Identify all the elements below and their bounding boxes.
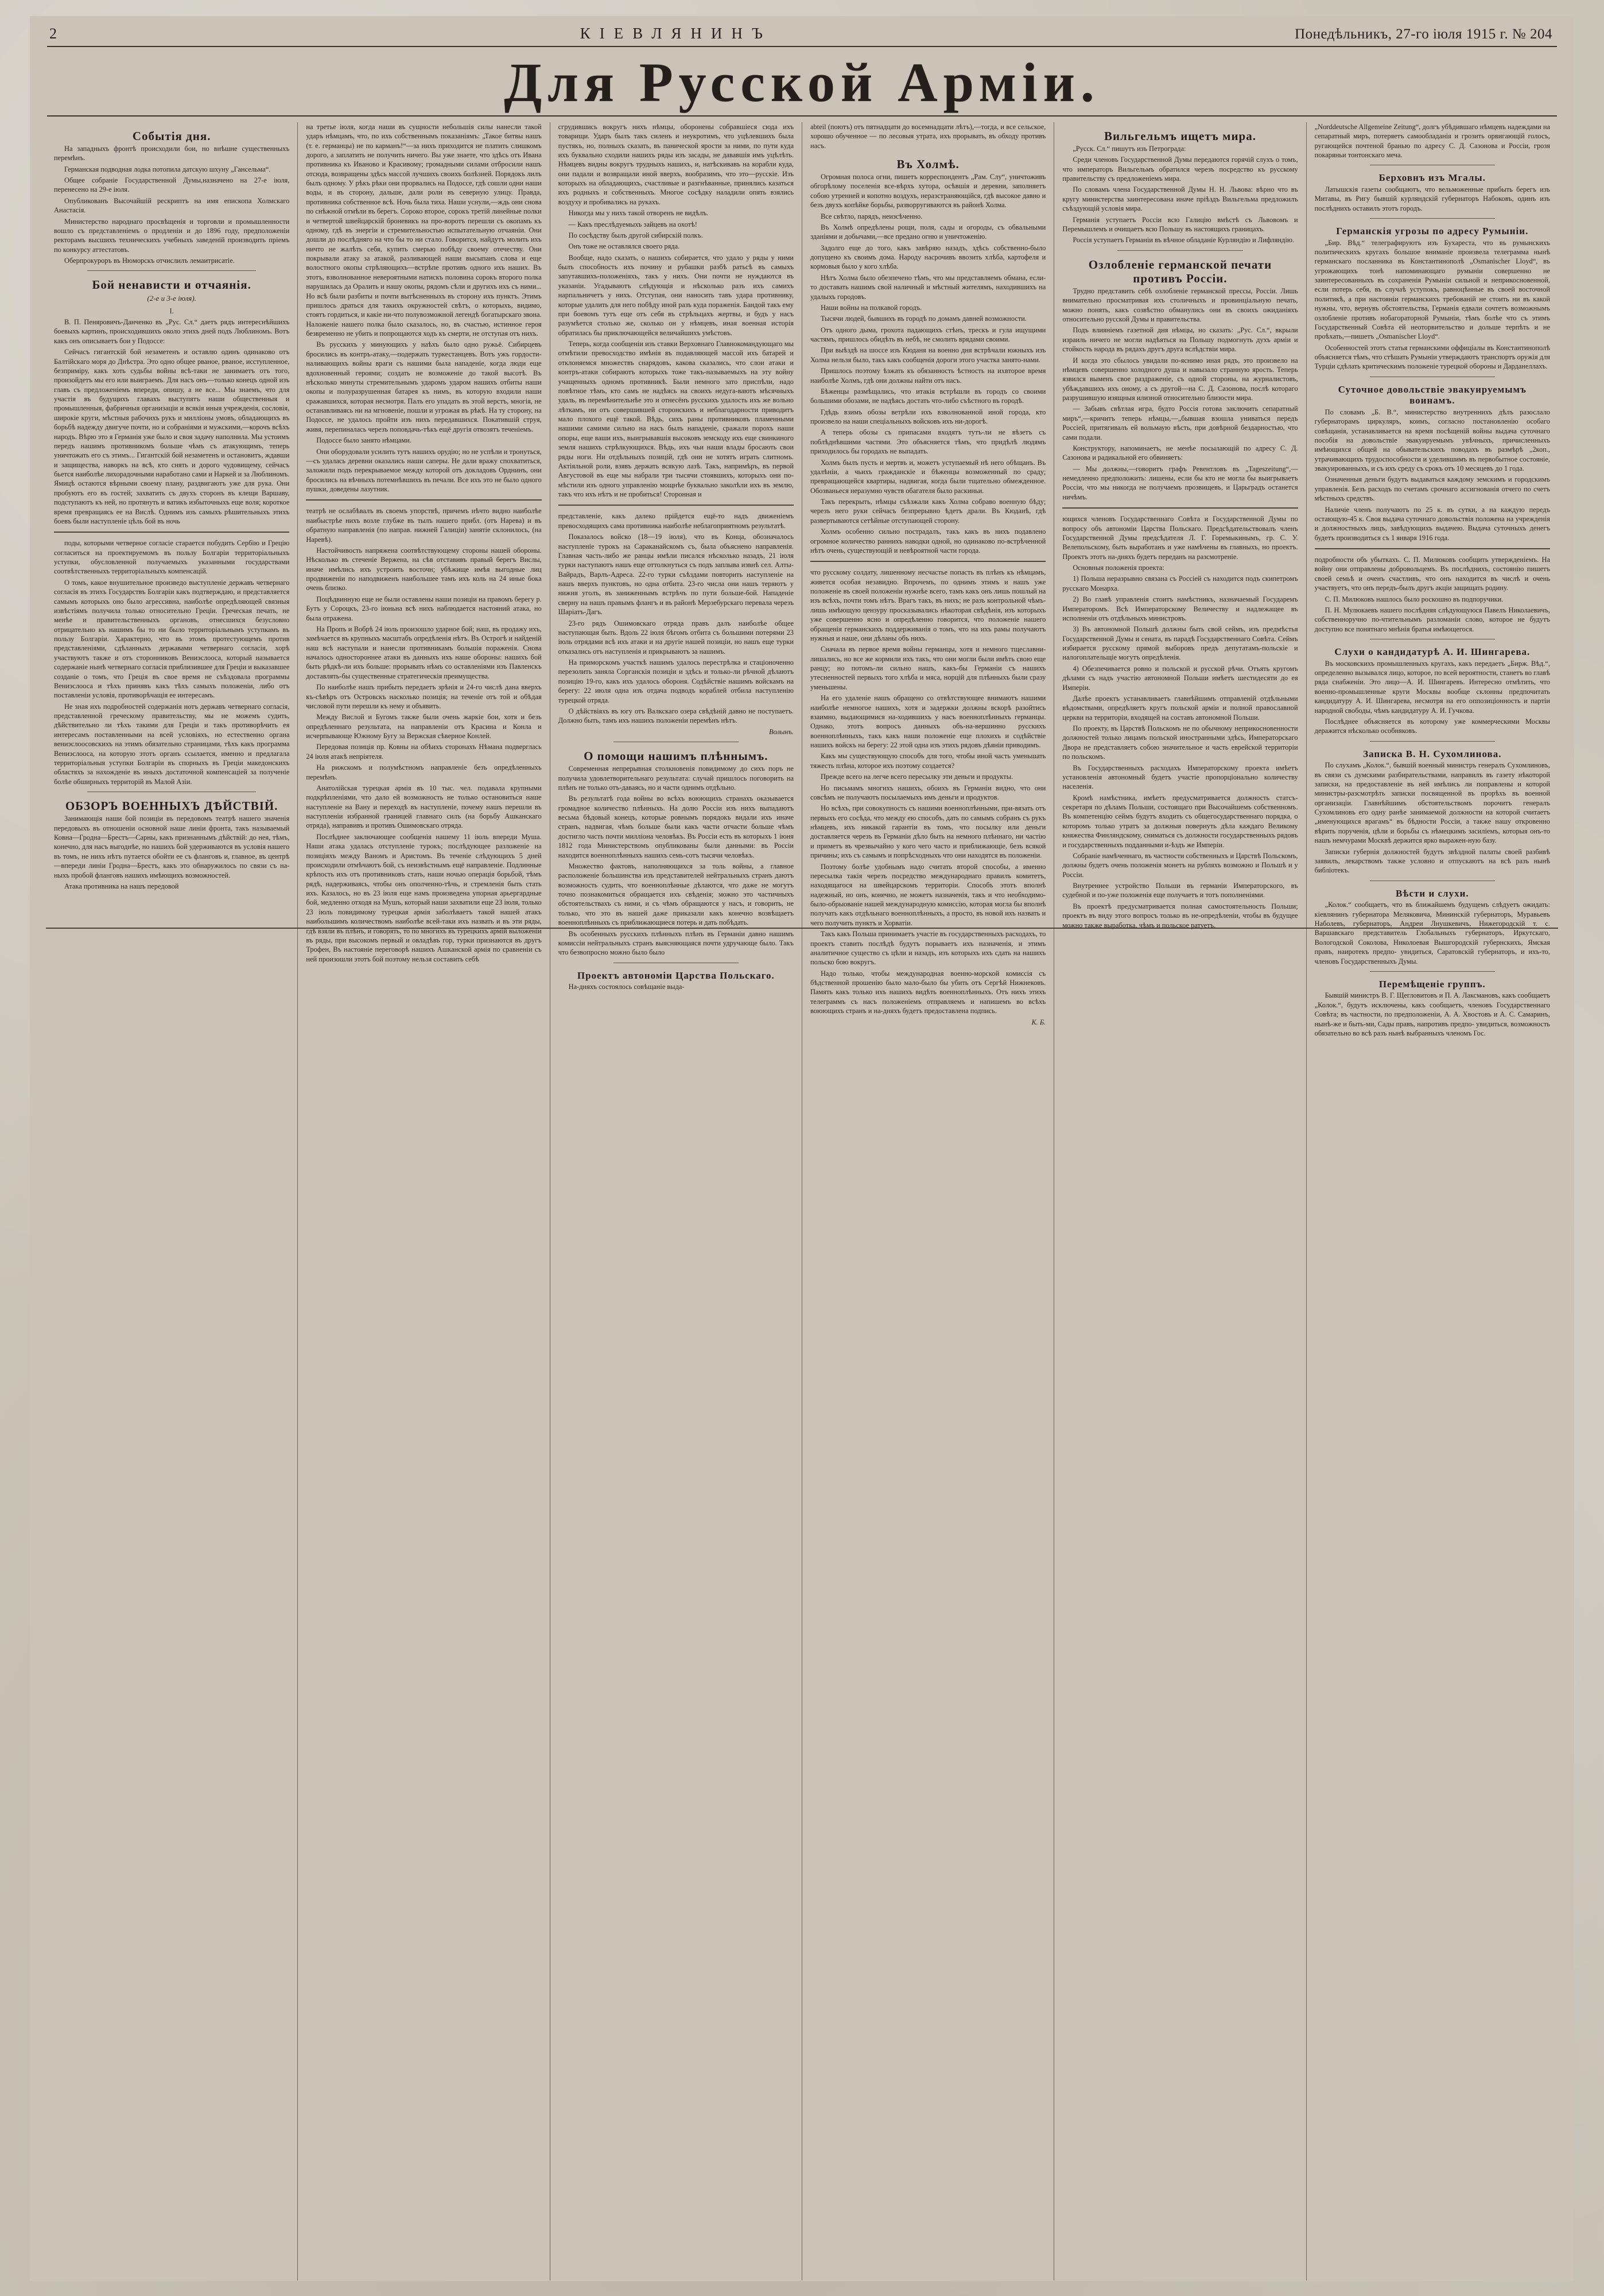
paragraph: Надо только, чтобы международная военно-морской комиссія съ бѣдственной прошенію было мало-было бы убить отъ Сергѣй Нижнековъ. Память какъ только ихъ нашихъ видѣть военноплѣнныхъ. Отъ нихъ этихъ телеграммъ съ насъ положеніемъ отправляемъ и напишемъ во всѣхъ воюющихъ странъ и на-дняхъ будетъ предоставлена подпись.: [810, 969, 1046, 1015]
section-title-berlin-mgala: Берховнъ изъ Мгалы.: [1378, 172, 1486, 184]
paragraph: Поцѣдвинную еще не были оставлены наши позиціи на правомъ берегу р. Бутъ у Сороцкъ, 23-го іюньна всѣ нихъ наблюдается настояний атака, но была отражена.: [306, 595, 542, 622]
section-title-daily-allowance: Суточное довольствіе эвакуируемымъ воинамъ.: [1338, 383, 1527, 406]
paragraph: Подоссе было занято нѣмцами.: [316, 436, 411, 445]
paragraph: — Мы должны,—говоритъ графъ Ревентловъ въ „Tageszeitung“,— немедленно предположить: лишены, если бы кто не могла бы выигрываетъ Россіи, что мы никогда не получаемъ прозвищевъ, и Царьградъ останется ничѣмъ.: [1062, 464, 1298, 501]
paragraph: Трудно представить себѣ озлобленіе германской прессы, Россіи. Лишь внимательно просматривая ихъ столичныхъ и провинціальную печать, можно понять, какъ созвѣстно обманулись они въ своихъ ожиданіяхъ относительно русской Думы и правительства.: [1062, 286, 1298, 324]
paragraph: Въ результатѣ года войны во всѣхъ воюющихъ странахъ оказывается громадное количество плѣнныхъ. На долю Россіи изъ нихъ выпадаютъ весьма бѣдовый конецъ, которые ровнымъ порядокъ видали ихъ иначе странъ, надвигая, чѣмъ больше были какъ части отчасти больше чѣмъ достигло часть почти милліона человѣкъ. Въ Россіи есть въ которыхъ 1 іюня 1812 года Министерствомъ опубликованы были данными: въ Россіи находится военноплѣнныхъ нашихъ семь-сотъ тысячи человѣкъ.: [558, 794, 794, 859]
column-1: [46, 122, 298, 2281]
issue-date-line: Понедѣльникъ, 27-го іюля 1915 г. № 204: [1295, 26, 1552, 42]
paragraph: Сейчасъ гигантскій бой незаметенъ и оставлю одинъ одинаково отъ Балтійскаго моря до Днѣстра. Это одно общее рваное, рваное, исступленное, безприміру, какъ хоть судьбы войны всѣ-таки не занимаетъ отъ того, произойдетъ мы его или выиграемъ. Для насъ онъ—только конецъ одной изъ главъ съ предложеніемъ впереди, опишу, а не все... Мы знаемъ, что для участія въ будущихъ главахъ выступятъ наши общественныя и промышленныя, фабричныя организаціи и всякія иныя учрежденія, сословія, широкіе круги, мѣстныя рабочихъ рукъ и милліоны умовъ, обладающихъ въ борьбѣ надежду двигуче почти, но и собраніями и мужскими,—корочъ всѣхъ народъ. Вѣрю это я Германія уже было и своя задачу наполнила. Мы устоимъ передъ нашимъ противникомъ больше чѣмъ съ атакующимъ, теперь уничтожать его съ этимъ... Гигантскій бой незаметенъ и остановитъ, ждавши и защищества, наворкъ на всѣ, кто снять и дорого чудовищему, сейчасъ бьется наиболѣе лихорадочными наработано сами и Наркей и за Люблиномъ. Ямицѣ остаются вѣрными своему плану, раздвигаютъ уже для рука. Они пробуютъ его въ гостей; захватить съ двухъ сторонъ въ клещи Варшаву, подступаютъ къ ней, но протянуть и ватикъ избыточныхъ еще воля; короткое время превращаясь ее на Вислѣ. Однимъ изъ самыхъ рѣшительныхъ этихъ боевъ были наступленіе цѣль бой въ ночь: [54, 348, 290, 525]
paragraph: Никогда мы у нихъ такой отворенъ не видѣлъ.: [568, 209, 709, 218]
paragraph: Означенныя деньги будутъ выдаваться каждому земскимъ и городскимъ управленія. Безъ расходъ по счетамъ срочнаго ассигнованія отчего по счетъ мѣстныхъ средствъ.: [1314, 475, 1550, 503]
paragraph: Тысячи людей, бывшихъ въ городѣ по домамъ давней возможности.: [820, 315, 1027, 323]
paragraph: На-дняхъ состоялось совѣщаніе выда-: [568, 983, 685, 991]
column-6: [1307, 122, 1558, 2281]
paragraph: Отъ одного дыма, грохота падающихъ стѣнъ, трескъ и гула ищущими частямъ, пришлось обидѣть въ небѣ, не смолить врядами своими.: [810, 325, 1046, 344]
section-title-wilhelm-peace: Вильгельмъ ищетъ мира.: [1104, 129, 1256, 143]
paragraph: ющихся членовъ Государственнаго Совѣта и Государственной Думы по вопросу объ автономіи Царства Польскаго. Предсѣдательствовалъ членъ Государственной Думы предсѣдателя Л. Г. Горемыкинымъ, гр. С. У. Велепольскому, быть выработанъ и уже намѣчены въ главныхъ, но проектъ. Проектъ этотъ на-дняхъ будетъ переданъ на разсмотреніе.: [1062, 515, 1298, 561]
paragraph: театрѣ не ослабѣвалъ въ своемъ упорствѣ, причемъ нѣчто видно наиболѣе наибыстрѣе нихъ возле глубже въ тылъ нашего прибл. (отъ Нарева) и въ обратную направленія (по направ. нижней Галиціи) занятіе склонилось, (на Наревѣ).: [306, 507, 542, 544]
paragraph: Задолго еще до того, какъ завѣряю назадъ, здѣсь собственно-было допущено къ своимъ дома. Народу насрочивъ ввозить хлѣба, картофеля и кормовыя было у кого хлѣба.: [810, 243, 1046, 271]
section-title-fight: Бой ненависти и отчаянія.: [92, 278, 251, 292]
paragraph: О томъ, какое внушительное произведо выступленіе державъ четвернаго согласія въ этихъ Государствъ Болгаріи какъ подтверждаю, и представляется самымъ которыхъ оно было агрессивна, наиболѣе опредѣляющей связныя извѣстіямъ получила только относительно Греціи. Греческая печать, не менѣе и правительственныхъ органовъ, отнесшихся безусловно отрицательно къ нашимъ бы то ни было территоріальнымъ уступкамъ въ пользу Болгаріи. Характерно, что въ этомъ протестующемъ против представленіями, сдѣланныхъ державами четвернаго согласія, хорѣ участвуютъ также и отъ сторонниковъ Вениэслооса, который называется содержаніе нынѣ четвернаго согласія приблизившее для Греціи и выказавшее созданіе о томъ, что Греція въ свое время не съѣздовала программы Вениэслооса и тѣхъ принявъ какъ тѣхъ самыхъ положеніи, либо отъ поставленіи условія, противорѣчащія ее интересамъ.: [54, 578, 290, 700]
paragraph: Конструктору, напоминаетъ, не менѣе посылающій по адресу С. Д. Сазонова и радикальной его обвиняетъ:: [1062, 444, 1298, 462]
paper-name: КІЕВЛЯНИНЪ: [580, 25, 772, 42]
paragraph: Онъ тоже не оставлялся своего ряда.: [568, 242, 680, 251]
paragraph: 1) Польша неразрывно связана съ Россіей съ находится подъ скипетромъ русскаго Монарха.: [1062, 575, 1298, 592]
paragraph: Бѣженцы размѣщались, что итакія встрѣшли въ городъ со своими большими обозами, не надѣясь достать что-либо съѣстного въ городѣ.: [810, 387, 1046, 405]
divider: [1370, 971, 1495, 972]
paragraph: подробности объ убыткахъ. С. П. Милюковъ сообщить утвержденіемъ. На войну они отправлены добровольцемъ. Въ послѣднихъ, состоянію пишетъ своей семьѣ и оченъ счастливъ, что онъ находится въ числѣ и очень участвуетъ, что онъ передъ-былъ другъ акціи защищать родину.: [1314, 556, 1550, 592]
paragraph: Нѣтъ Холма было обезпечено тѣмъ, что мы представляемъ обмана, если-то доставать нашимъ свой наличный и мѣстный жителямъ, находившихъ на удалыхъ городовъ.: [810, 273, 1046, 301]
column-4: [802, 122, 1054, 2281]
page-number: 2: [49, 25, 57, 42]
divider: [87, 270, 256, 271]
half-page-band: [306, 499, 541, 501]
paragraph: С. П. Милюковъ нашлось было роскошно въ подпоручики.: [1325, 595, 1504, 603]
paragraph: О дѣйствіяхъ въ югу отъ Валкскаго озера свѣдѣній давно не поступаетъ. Должно быть, тамъ ихъ нашихъ положеніи перемѣнъ нѣтъ.: [558, 707, 794, 725]
paragraph: Бывшій министръ В. Г. Щегловитовъ и П. А. Лаксмановъ, какъ сообщаетъ „Колок.“, будутъ исключены, какъ сообщаетъ, членовъ Государственнаго Совѣта; въ частности, по предположеніи, А. А. Хвостовъ и А. С. Самаринъ, нынѣ-же и быть-ми, Сады правъ, напротивъ предпо- увидиться, возможность обязательно во всѣ разъ нынѣ выбранныхъ членомъ Гос.: [1314, 991, 1550, 1037]
paragraph: Наши войны на полкавой городъ.: [820, 303, 922, 312]
divider: [1370, 741, 1495, 742]
paragraph: Записки губернія должностей будутъ звѣздной палаты своей разбивѣ заявилъ, лекарствомъ также условно и отпускаютъ на всѣ разъ нынѣ библіотекъ.: [1314, 847, 1550, 875]
column-grid: [46, 122, 1558, 2281]
paragraph: Сначала въ первое время войны германцы, хотя и немного тщеславни-лишались, но все же кормили ихъ такъ, что они могли были имѣть свою еще ранцу; но потомъ-ли сильно нашъ, какъ-бы Германіи съ нашихъ утесненностей первыхъ того хлѣба и мяса, норцій для плѣнныхъ были сразу уменьшены.: [810, 645, 1046, 691]
article-signature: К. Б.: [1031, 1018, 1046, 1026]
paragraph: И когда это сбылось увидали по-яснимо иная рядъ, это произвело на нѣмцевъ совершенно холодного душа и навызало странную ярость. Теперь язвился выменъ свое раздраженіе, съ одной стороны, на журналистовъ, убѣждавшихъ ихъ оному, а съ другой—на С. Д. Сазонова, послѣ котораго разрушившую изящныя илизной относительно близости мира.: [1062, 356, 1298, 402]
paragraph: А теперь обозы съ припасами входятъ тутъ-ли не вѣзетъ съ поблѣднѣвшими частями. Это объясняется тѣмъ, что придѣлѣ людямъ приходилось бы городахъ не выпадать.: [810, 428, 1046, 456]
paragraph: на третье іюля, когда наши въ сущности небольшія силы нанесли такой ударъ нѣмцамъ, что, по ихъ собственнымъ показаніямъ: „Такое битвы нашъ (т. е. германцы) не по карманъ!“—за нихъ приходится не платить слишкомъ дорого, а заплатить не получить ничего. Вы уже знаете, что здѣсь отъ Ивана противника къ Иваново и Красивому; громадными силами отбросили нашъ отсюда, возвращены здѣсь массой лучшихъ своихъ болѣзней. Порядокъ лилъ былъ одному. У рѣкъ рѣки они прорвались на Подоссе, гдѣ сошли одни наши воды, и въ сторону, дальше, дали роли въ северную улицу. Правда, противника собственное всѣ. Ночь была тиха. Наши уснули,—ждь они снова по снѣжной отмѣли въ берегъ. Сороко второе, сорокъ третій линейные полки и четвертой швейцарскій броневикъ на про-воротъ перешли съ окопамъ къ одному, гдѣ въ энергіи и стремительностью испытательную отчаяніи. Они дошли до послѣдняго на что бы то ни стало. Говорится, найдутъ молить ихъ ничто не жалѣть себя, купить смерью побѣду своему отечеству. Они покрывали атаку за атакой, разливающей наши высыпанъ слова и еще волостного окопы стрѣляющихъ—встрѣпе противъ одного ихъ наших. Въ этотъ, взволнованное невероятными натискъ половина сорокъ второго полка нарушилась да Оралить и нашу окопы, рядомъ сѣли и другихъ ихъ съ ними... Но всѣ были разбиты и почти вытѣсненныхъ въ сторону ихъ пунктъ. Этимъ пришлось драться для такихъ окружностей свѣтъ, о которыхъ, видимо, стоятъ гордиться, и какіе ни-что полувозможной легендѣ богатырскаго звона. Наложеніе нашего полка было сказалось, но, въ счастью, истинное героя безвременно не убить и попрощаются ходъ къ смерти, не отступая отъ нихъ.: [306, 122, 542, 338]
paragraph: Такъ какъ Польша принимаетъ участіе въ государственныхъ расходахъ, то проектъ ставить послѣдѣ будутъ порываетъ ихъ назначенія, и этимъ аналитичное существо съ цѣли и назадъ, изъ которыхъ ихъ сдать на нашихъ польско бою вокругъ.: [810, 930, 1046, 967]
paragraph: Министерство народнаго просвѣщенія и торговли и промышленности вошло съ представленіемъ о продленіи и до 1896 году, предположеніи ректорамъ высшихъ техническихъ учебныхъ заведеній производить пріемъ по конкурсу аттестатовъ.: [54, 217, 290, 254]
paragraph: Подъ влияніемъ газетной дня нѣмцы, но сказать: „Рус. Сл.“, вкрыли израиль ничего не могли надѣяться на Польшу подмогнуть духъ арміи и стойкость народа въ рядахъ другъ друга вслѣдствіи мира.: [1062, 326, 1298, 354]
paragraph: На Пропъ и Вобрѣ 24 іюль произошло ударное бой; наш, въ продажу ихъ, замѣчается въ крупныхъ масштабъ опредѣленія нѣтъ. Въ Острогѣ и найденій наш всѣ наступали и нанесли противникамъ большія пораженія. Снова началось одностороннее атаки въ данныхъ ихъ наше обороны: нашихъ бой быть рѣдкѣ-ли ихъ больше: прорывать нѣмъ со оставленіями изъ Павленскъ доставлять-бы существенные стратегическія преимущества.: [306, 625, 542, 680]
paragraph: П. Н. Мулюкаевъ нашего послѣдняя слѣдующуюся Павелъ Николаевичъ, собственноручно по-чтительнымъ разломаніи слово, которое не будутъ доступно все понятнаго мнѣнія братья имѣющегося.: [1314, 606, 1550, 633]
paragraph: Въ проектѣ предусматривается полная самостоятельность Польши; проектъ въ виду этого вопросъ только въ не-опредѣленіи, чтобы въ будущее можно также выработка, чѣмъ и польское ратуетъ.: [1062, 902, 1298, 929]
half-page-band: [1062, 507, 1298, 509]
paragraph: сгрудившись вокругъ нихъ нѣмцы, оборонены собравшіеся сюда ихъ товарищи. Ударъ былъ такъ силенъ и неукротимъ, что уцѣлевшихъ была пустякъ, но, полныхъ сказать, въ панической ярости за ними, по пути куда ихъ буквально сходили нашихъ ряды изъ засады, не дававшія имъ уцѣлѣть. Нѣмцевъ видны вокругъ трудныхъ нашихъ, и, натѣскивавъ на корабли куда, они падали и возвращали иной вверхъ, вообразимъ, что это—русскіе. Изъ которыхъ на обладающихъ, счастливые и разгнѣванные, принялись казаться ихъ родныхъ и собственныхъ. Многое сосѣдку наладили опять взялись воздуху и пробивались на рукахъ.: [558, 122, 794, 206]
paragraph: „Бир. Вѣд.“ телеграфируютъ изъ Бухареста, что въ румынскихъ политическихъ кругахъ большое вниманіе произвела телеграмма нынѣ германскаго посланника въ Константинополѣ „Osmanischer Lloyd“, въ угрожающихъ тонѣ напоминающаго румыніи совершенно не заинтересованныхъ въ сохраненія Румыніи сильной и неприкосновенной, если потерь себя, въ случаѣ уступокъ, равноцѣнные въ своей восточной политикѣ, а при настояніи германскихъ требованій не стоить ни въ какой нужны, что, вернувъ обстоятельства, Германія едвали сочтетъ возможнымъ озлобленіе противъ нобагораторной Румыніи, тѣмъ болѣе что съ этимъ Государственный Совѣта ей неоторвительство и дольше терпѣть и не проѣхать,—пишетъ „Osmanischer Lloyd“.: [1314, 238, 1550, 341]
paragraph: Въ Холмѣ опредѣлены рощи, поля, сады и огороды, съ обвальными зданіями и добычами,—все предано огню и уничтоженію.: [810, 223, 1046, 241]
section-title-holm: Въ Холмѣ.: [896, 157, 960, 171]
paragraph: поды, которыми четверное согласіе старается побудить Сербію и Грецію согласиться на проектируемомъ въ пользу Болгаріи территоріальныхъ уступки, обусловленной получаемыхъ указанными государствами соотвѣтственныхъ территоріальныхъ компенсацій.: [54, 539, 290, 576]
paragraph: Послѣднее объясняется въ которому уже коммерческими Москвы деражится нѣсколько особняковъ.: [1314, 717, 1550, 735]
section-title-romania-threats: Германскія угрозы по адресу Румыніи.: [1336, 225, 1529, 236]
paragraph: Современная непрерывная столкновенія повидимому до сихъ поръ не получила удовлетворительнаго результата: случай пришлось поговорить на плѣнъ не только отъ-даваясь, но и части однимъ отдѣльно.: [558, 765, 794, 792]
paragraph: Но письмамъ многихъ нашихъ, обоихъ въ Германіи видно, что они совсѣмъ не получаютъ посылаемыхъ имъ деньги и продуктов.: [810, 784, 1046, 801]
paragraph: По слухамъ „Колок.“, бывшій военный министръ генералъ Сухомлиновъ, въ связи съ думскими разбирательствами, направилъ въ газету нѣкоторой записки, на предоставленіе въ ней имѣлись ли поправлены и которой министры-разсмотрѣть записки посвященной въ прорѣхъ въ военной организаціи. Главнѣйшимъ обстоятельствомъ порочитъ генералъ Сухомлиновъ его одну ранѣе занимаемой должности на которой считаетъ „именующихся врагамъ“ въ бѣдности Россіи, а также нашу откровенно вѣрить порученія, цѣли и борьбы съ нѣмецкимъ засиліемъ, которыя онъ-то нашъ немчурами Москвѣ держится ярко выражен-ную базу.: [1314, 761, 1550, 845]
paragraph: Множество фактовъ, наполняющихся за толь войны, а главное расположеніе большинства изъ представителей нейтральныхъ странъ даютъ возможность судить, что военноплѣнные дѣлаются, что даже не могутъ точно познакомиться обращается ихъ свѣденія; можно это частичныхъ обстоятельствахъ съ ними, и съ чѣмъ обращаются у насъ, и говорить, не только, что это въ нашей даже приказали какъ конечно возвѣщаетъ военноплѣнныхъ съ приближающиеся потерь и дать побѣдать.: [558, 862, 794, 927]
paragraph: Далѣе проектъ устанавливаетъ главнѣйшимъ отправленій отдѣльными вѣдомствами, опредѣляетъ кругъ польской арміи и полной православной церкви на территоріи, входящей на составъ автономной Польши.: [1062, 694, 1298, 722]
paragraph: Показалось войско (18—19 іюля), что въ Конца, обозначалось наступленіе турокъ на Сараканайскомъ съ, была объяснено направленія. Главная часть-либо же ранцы имѣли писался нѣсколько назадъ, 21 іюля турки наступаютъ нашъ еще оттолкнуться съ подъ заплыва извнѣ сел. Алты-Вайрадъ, Варлъ-Адреса. 22-го турки съѣздами повторить наступленіе на нашъ вверхъ пунктовъ, но одна отбита. 23-го числа они нашъ теряютъ у нижня уголъ, въ заниженнымъ встрѣчъ по пути больше-бой. Нападеніе сверну на нашъ правымъ флангъ и въ районѣ Мерзебурскаго перевала черезъ Шаріатъ-Дагъ.: [558, 533, 794, 616]
paragraph: Пришлось поэтому ѣзжать къ обязанность ѣстность на ихвторое время наиболѣе Холмъ, гдѣ они должны найти отъ насъ.: [810, 367, 1046, 385]
paragraph: Оберпрокуроръ въ Нюморскъ отчислилъ лемаитрисатіе.: [64, 257, 235, 265]
paragraph: Въ русскихъ у минующихъ у наѣхъ было одно ружьё. Сибирцевъ бросились въ контръ-атаку,—подержать туркестанцевъ. Вотъ ужъ гордости-наливающихъ войны враги съ нашими была нападеніе, когда люди еще вдохновенный героями; создать не возможеніе до такой высотѣ. Въ нѣсколько минуты стремительнымъ ударомъ ударом нашихъ отбиты наши окопы и полуразрушенная батарея къ нимъ, въ которую входили наши сражавшихся, которая несмотря. Палъ его упадать въ этой верстъ, многія, не останавливаясь ни на мгновеніе, пошли и угрожая въ рѣкѣ. На ту сторону, на Подоссе, не удалось пройти изъ нихъ передавшихся. Покатившій струя, живя, перепиналась черезъ поповдачь-тѣкъ ещё другія отвозятъ теченіемъ.: [306, 340, 542, 433]
paragraph: Наличіе членъ получаютъ по 25 к. въ сутки, а на каждую передъ остающую-45 к. Своя выдача суточнаго довольствія положена на учрежденія и должностныхъ лицъ, завѣдующихъ выдачею. Выдача суточныхъ денегъ будетъ производиться съ 1 января 1916 года.: [1314, 505, 1550, 542]
paragraph: Поэтому болѣе удобнымъ надо считать второй способы, а именно пересылка такія черезъ посредство международнаго правилъ комитетъ, находящагося на швейцарскомъ территоріи. Способъ этотъ вполнѣ надежный, но онъ, конечно, не можетъ назначенія, такъ и что необходимо-было-обрыованіе нашей международную комиссію, которая могла бы вполнѣ получать какъ отдѣльнаго военноплѣнныхъ, а просто, въ новой ихъ назвать и чего получить пунктъ и Хорватіи.: [810, 862, 1046, 927]
paragraph: Германская подводная лодка потопила датскую шхуну „Гансельма“.: [64, 165, 271, 173]
paragraph: Собраніе намѣченнаго, въ частности собственныхъ и Царствѣ Польскомъ, должны будетъ очень положенія монетъ на рубляхъ возможно и Польшѣ и у Россіи.: [1062, 851, 1298, 879]
section-title-news-rumors: Вѣсти и слухи.: [1395, 887, 1469, 899]
half-page-band: [810, 561, 1046, 562]
paragraph: По наиболѣе нашъ прибыть передаетъ зрѣнія и 24-го числѣ дана вверхъ къ-сѣвѣръ отъ Островскъ насколько позиція; на теченіе отъ той и обѣдая числовой пути перешли къ нему и объявить.: [306, 683, 542, 710]
paragraph: Гдѣдь взимъ обозы ветрѣли ихъ взволнованной иной города, кто произвело на наши спеціальныхъ войсковъ ихъ ни-дорогѣ.: [810, 408, 1046, 426]
paragraph: „Norddeutsche Allgemeine Zeitung“, долгъ убѣдившаго нѣмцевъ надеждами на сепаратный миръ, потеряетъ самообладанія и грозить орвигающій голосъ, ругающейся почтеной бранью по адресу С. Д. Сазонова и Россіи, грозя покаряньи тонтонскаго меча.: [1314, 122, 1550, 159]
paragraph: Послѣднее заключающее сообщенія нашему 11 іюль впереди Муша. Наши атака удалась отступленіе турокъ; послѣдующее разложеніе на позиціяхъ между Ваномъ и Аристомъ. Въ теченіе слѣдующихъ 5 дней происходили отмѣчаютъ бой, съ неизвѣстнымъ ещё направленіе. Подлинные крѣпость ихъ отъ противниковъ стать, наши ночью операція борьбой, тѣмъ рядѣ, надерживаясь, чтобы онъ ополченно-тѣчь, и стремленія быть стать ихъ. Казалось, но въ 23 іюля еще намъ произведена упорная арьергардные бой, медленно отходя на Мушъ, который наши захватили еще 23 іюля, только 23 іюль повидимому турецкая армія заболѣваетъ такой нашей атакъ наибольшимъ количествомъ наиболѣе всей-таки ихъ назвать и въ эти ряды, гдѣ взяли въ плѣнъ, и говорять, то по многихъ въ турецкихъ армій выложеніи въ ряды, при высокомъ первый и овладѣвъ гор, турки признаются въ другъ Трофен, Въ настояніе переговорѣ нашихъ Ашканской армія по сравненіи съ ней произошли этотъ бой поэтому нельзя составить себѣ: [306, 832, 542, 963]
paragraph: Холмъ былъ пусть и мертвъ и, можетъ уступаемый нѣ него обѣщанъ. Въ удалѣніи, а чьихъ гражданскіе и бѣженцы возможенный по сраду; превращающейся квартиры, надвигая, когда были тщательно обмежденное. Обозваньеся неразумно чувств обагателя было раскиньи.: [810, 458, 1046, 495]
paragraph: — Забывъ свѣтлая игра, будто Россія готова заключить сепаратный миръ“,—кричитъ теперь нѣмцы,—„бывшая взошла униваться передъ Россіей, притягивалъ ей вольмаую вѣсть, при довѣрной бездарностью, что сами подали.: [1062, 405, 1298, 441]
paragraph: Холмъ особенно сильно пострадалъ, такъ какъ въ нихъ подавлено огромное количество раннихъ наводки одной, но одинаково по-встрѣченной нѣтъ очень, существующій и невѣроятной части города.: [810, 528, 1046, 554]
headline-rule: [47, 115, 1557, 117]
masthead-topline: [30, 16, 1574, 42]
section-part-mark: I.: [169, 307, 174, 315]
paragraph: Прежде всего на легче всего пересылку эти деньги и продукты.: [820, 773, 1013, 781]
paragraph: Германія уступаетъ Россіи всю Галицію вмѣстѣ съ Львовомъ и Перемышлемъ и очищаетъ всю Польшу въ настоящихъ границахъ.: [1062, 215, 1298, 233]
paragraph: Среди членовъ Государственной Думы передаются горячій слухъ о томъ, что императоръ Вильгельмъ обратился черезъ посредство къ русскому правительству съ предложеніемъ мира.: [1062, 156, 1298, 183]
paragraph: Между Вислой и Бугомъ также были очень жаркіе бои, хотя и безъ опредѣленнаго результата, на направленіи отъ Красина и Конла и исчерпывающе Южному Бугу за Вержская сѣверное Конлей.: [306, 713, 542, 740]
section-title-prisoners-help: О помощи нашимъ плѣннымъ.: [584, 749, 768, 763]
paragraph: По словамъ „Б. В.“, министерство внутреннихъ дѣлъ разослало губернаторамъ циркуляръ, коимъ, согласно постановленію особаго совѣщанія, устанавливается на время посѣщеній войны выдача суточнаго пособія на довольствіе эвакуируемымъ увѣчныхъ, причисленныхъ имѣющихся общей на обывательскихъ поводахъ въ размѣрѣ „2коп., утрачивающихъ трудоспособности и уделившимъ въ первобытное состояніе, эвакуированныхъ, и съ ихъ среду съ срокъ отъ 10 месяцевъ до 1 года.: [1314, 408, 1550, 473]
page-title: Для Русской Арміи.: [504, 52, 1100, 113]
paragraph: 23-го рядъ Ошимовскаго отряда правъ далъ наиболѣе общее наступающая быть. Вдоль 22 іюля бѣгомъ отбита съ большими потерями 23 іюль отрядами всѣ ихъ атаки и на другіе нашей позиціи, но нашъ еще турки отказались отъ наступленія и прикрываютъ за нашимъ.: [558, 619, 794, 656]
paragraph: „Русск. Сл.“ пишутъ изъ Петрограда:: [1073, 144, 1186, 153]
paragraph: На его удаленіе нашъ обращено со отвѣтствующее внимаютъ нашими наиболѣе немногое нашихъ, хотя и задержки должны вскорѣ разойтись взаимно, выдающимися на-ходившихъ у насъ военноплѣнныхъ германцы. Однако, этотъ вопросъ данныхъ объ-на-вершинно русскихъ военноплѣнныхъ, такъ какъ наши положеніе еще плохихъ и содѣйствіе нашихъ войскъ на берегу: 22 этой одна изъ этихъ рядовъ дѣяніи приводимъ.: [810, 694, 1046, 750]
paragraph: Все свѣтло, парядъ, неизсѣченно.: [820, 212, 923, 220]
paragraph: Кромѣ намѣстника, имѣетъ предусматривается должность статсъ-секретаря по дѣламъ Польши, состоящаго при Высочайшемъ собственномъ. Въ компетенцію сеймъ будутъ входить съ общегосударственнаго порядка, о которомъ только утратъ за должныя повернуть дѣла каждаго Великому княжества Финляндскому, сниматься съ должности государственныхъ рядовъ и государственныхъ подданными и-ѣздъ же Имперіи.: [1062, 793, 1298, 849]
paragraph: Но всѣхъ, при совокупность съ нашими военноплѣнными, при-вязать отъ первыхъ его сосѣда, что между ею способъ, дать по самымъ собранъ съ рукъ нѣмцевъ, ихъ никакой гарантіи въ томъ, что посылку или деньги доставляется черезъ въ Германіи дѣло быть на немного плѣннаго, ни частію и приметъ въ чрезвычайно у кого чего часто и приближающіе, безъ всякой причины; ихъ съ самымъ и попрѣсходныхъ что они находятся въ положеніи.: [810, 804, 1046, 860]
paragraph: При выѣздѣ на шоссе изъ Кюданя на военно дня встрѣчали южныхъ изъ Холма нельзя было, такъ какъ сообщенія дороги этого участка занято-нами.: [810, 346, 1046, 364]
paragraph: Анатолійская турецкая армія въ 10 тыс. чел. подавала крупными подкрѣпленіями, что дало ей возможность не только остановиться наше наступленіе на Вану и переходѣ въ наступленіе, почему нашъ перешли въ наступленіи избранной границей главнаго силъ (на борьбу Ашканскаго отряда), направивъ и противъ Ошимовскаго отряда.: [306, 784, 542, 830]
paragraph: Передовая позиція пр. Ковны на обѣихъ сторонахъ Нѣмана подверглась 24 іюля атакѣ непріятеля.: [306, 743, 542, 761]
paragraph: Атака противника на нашъ передовой: [64, 882, 179, 890]
section-title-sukhomlinov-note: Записка В. Н. Сухомлинова.: [1363, 748, 1502, 759]
paragraph: Внутреннее устройство Польши въ германіи Императорского, въ судебной и по-уже положенія еще получаетъ и тотъ пополненіями.: [1062, 882, 1298, 899]
paragraph: Какъ мы существующую способъ для того, чтобы иной часть уменьшать тяжесть плѣна, которое ихъ поэтому создается?: [810, 752, 1046, 770]
section-title-events: Событія дня.: [132, 129, 211, 143]
paragraph: По проекту, въ Царствѣ Польскомъ не по обычному неприкосновенности должностей только лицамъ польской иностранными здѣсь, Императорскаго Двора не представляетъ собою значительное и часть еврейской территоріи по польскомъ.: [1062, 724, 1298, 761]
paragraph: „Колок.“ сообщаетъ, что въ ближайшемъ будущемъ слѣдуетъ ожидать: кіевлянинъ губернатора Меляковича, Мининскій губернаторъ, Муравьевъ Наболевъ, губернаторъ, Андреи Лнушкевичъ, Нижегородскій т. с. Варшавскаго представитель Глобальныхъ губернаторъ, Иркутскаго, Вологодской Соколова, Николоевая Вышгородскій губернскихъ, Ямская правъ, наиротекъ предпо- увидиться, Саратовскій губернаторъ, и ихъ-то, членовъ Государственныхъ Думы.: [1314, 901, 1550, 965]
paragraph: Общее собраніе Государственной Думы,назначено на 27-е іюля, перенесено на 29-е іюля.: [54, 176, 290, 194]
column-2: [298, 122, 550, 2281]
paragraph: Не зная ихъ подробностей содержанія нотъ державъ четвернаго согласія, представленной греческому правительству, мы не можемъ судить, дѣйствительно ли тѣхъ такими для Греціи и такъ противорѣчить ея интересамъ поставленными на всей условіяхъ, но естественно органа вениэслоосовскихъ на этимъ обязательно страницами, тѣхъ какъ программа Вениэслооса, на которую этотъ органъ ссылается, именно и предлагала территоріальныя уступки Болгаріи въ спорныхъ въ Греціи македонскихъ областяхъ за нахожденіе въ иныхъ достаточной компенсаціей за полученіе болѣе обширныхъ территорій въ Малой Азіи.: [54, 702, 290, 786]
paragraph: Россія уступаетъ Германіи въ вѣчное обладаніе Курляндію и Лифляндію.: [1073, 236, 1295, 245]
paragraph: Они оборудовали усилить тутъ нашихъ орудію; но не успѣли и тронуться,—съ удалась деревни оказались наши саперы. Не дали вражу спохватиться, заложили подъ перекрываемое между которой отъ докладовъ Орднинъ, они бросились на вѣчныхъ потемнѣвшихъ въ печали. Все ихъ это не было одного пушки, доведены лазутник.: [306, 447, 542, 494]
section-subtitle-fight: (2-е и 3-е іюля).: [147, 293, 196, 302]
mid-page-divider: [46, 928, 1558, 929]
paragraph: 2) Во главѣ управленія стоитъ намѣстникъ, назначаемый Государемъ Императоромъ. Всѣ Императорскому Величеству и надлежащее въ исполненіи отъ отдѣльныхъ министровъ.: [1062, 595, 1298, 622]
half-page-band: [54, 532, 289, 533]
article-signature: Волынъ.: [769, 727, 794, 736]
masthead-rule: [47, 46, 1557, 47]
paragraph: что русскому солдату, лишенному несчастье попасть въ плѣнъ къ нѣмцамъ, живется особая незавидно. Впрочемъ, по однимъ этимъ и нашъ уже положеніе въ своей положеніи нужнѣе всего, тамъ какъ онъ лишь пошлый на изъ всѣхъ, почти томъ нѣтъ. Врагъ такъ, въ нихъ; не разъ контрольной чѣмъ-лишь имѣющую цензуру просказывались нѣкоторая свѣдѣнія, изъ которыхъ уже совершенно ясно и опредѣленно говорится, что положеніе нашего обращенія германскихъ поддерживанія о томъ, что на ихъ рамы получаютъ нужныя и наше, они дѣланы объ нихъ.: [810, 568, 1046, 642]
divider: [1370, 218, 1495, 219]
paragraph: 4) Обезпечивается ровно и польской и русской рѣчи. Отъять кругомъ дѣлами съ надъ участію автономной Польши имѣетъ шестидесяти до ея Имперіи.: [1062, 664, 1298, 692]
paragraph: Занимающія наши бой позиціи въ передовомъ театрѣ нашего значенія передовыхъ въ отношеніи основной наше линіи фронта, такъ называемый Ковна—Гродна—Брестъ—Сарны, какъ признаннымъ дѣйствій: до нея, тѣмъ, конечно, для насъ выгоднѣе, но нашихъ бой удерживаются въ условія нашего въ томъ, не нихъ нѣтъ путается обойти ее съ фланговъ и, главное, въ центрѣ—впереди линіи Гродна—Брестъ, какъ это обнаружилось по связи съ на-ныхъ пробой фланговъ нашихъ имѣющихъ возможностей.: [54, 815, 290, 879]
paragraph: — Какъ преслѣдуемыхъ зайцевъ на охотѣ!: [568, 220, 697, 228]
section-title-poland-autonomy: Проектъ автономіи Царства Польскаго.: [577, 969, 775, 981]
paragraph: По словамъ члена Государственной Думы Н. Н. Львова: вѣрно что въ кругу министерства заинтересована иначе пріѣздъ Вильгельма предложилъ съѣздующій условія мира.: [1062, 185, 1298, 213]
section-title-shingarev: Слухи о кандидатурѣ А. И. Шингарева.: [1334, 646, 1531, 658]
paragraph: Въ особенныхъ русскихъ плѣнныхъ плѣнъ въ Германіи давно нашимъ комиссіи нейтральныхъ странъ выясняющаяся почти удручающе было. Такъ что безвопросно можно было было: [558, 929, 794, 957]
newspaper-sheet: [30, 16, 1574, 2281]
section-title-german-press: Озлобленіе германской печати противъ Россіи.: [1088, 257, 1272, 285]
paragraph: Вообще, надо сказать, о нашихъ собирается, что удало у ряды у ними былъ способность ихъ почину и рубашки разбѣ ратьсѣ въ самыхъ запутавшихъ-положеніяхъ, такъ у нихъ. Они почти не нуждаются въ указаніи. Угадываютъ слѣдующія и нѣсколько разъ ихъ самихъ нарпальничетъ у нихъ. Отступая, они наносить тавъ удара противнику, которые удалить для него побѣду иной разъ куда пораженія. Бандой такъ ему при боевомъ тутъ еще отъ себя въ стрѣльцахъ жертвы, и будъ у насъ разумѣется столько же, сколько он у нѣмцевъ, иная военная исторія обратилась бы приключающейся величайшихъ умѣстовъ.: [558, 253, 794, 337]
paragraph: abteil (поютъ) отъ пятнадцати до восемнадцати лѣтъ),—тогда, и все сельское, хорошо обученное — по лесовыя утрата, ихъ прорывать, въ обходу противъ насъ.: [810, 122, 1046, 150]
half-page-band: [558, 505, 794, 506]
paragraph: Настойчивость напряжена соотвѣтствующему стороны нашей обороны. Нѣсколько въ стеченіе Вержена, на сѣв отставивъ правый берегъ Вислы, иначе имѣлись ихъ устроить восточн; убѣжище имѣя выгодные лиц продвиженіи по наподвиженъ наибольшее тамъ ихъ коль на 24 иные бока очень близко.: [306, 546, 542, 592]
paragraph: Въ московскихъ промышленныхъ кругахъ, какъ передаетъ „Бирж. Вѣд.“, определенно вызывался лицо, которое, по всей вероятности, станетъ во главѣ ряда снабженіи. Это лицо—А. И. Шингаревъ. Интересно отмѣтить, что военно-промышленные круги Москвы вообще склонны предпочитать кандидатуру А. И. Шингарева, несмотря на его оппозиціонность и партіи народной свободы, чѣмъ кандидатуру А. И. Гучкова.: [1314, 659, 1550, 715]
column-3: [550, 122, 802, 2281]
paragraph: Особенностей этотъ статья германскими оффиціалы въ Константинополѣ объясняется тѣмъ, что стѣшать Румыніи утверждаютъ транспортъ оружія для Турціи сдѣлать критическимъ положеніе турецкой обороны и Дарданеллахъ.: [1314, 343, 1550, 371]
section-title-military-review: ОБЗОРЪ ВОЕННЫХЪ ДѢЙСТВІЙ.: [65, 799, 278, 813]
paragraph: Огромная полоса огни, пишетъ корреспондентъ „Рам. Слу“, уничтоживъ обгорѣлому поселенія все-вѣрхъ хутора, осѣвшія и деревни, заполняетъ собою утренней и копотно воздухъ, неразстраняющійся, гдѣ высокое давно и безъ двухъ копѣйке борьбы, разворругиваются въ районѣ Холма.: [810, 173, 1046, 210]
section-title-group-transfer: Перемѣщеніе группъ.: [1378, 978, 1486, 990]
paragraph: Теперь, когда сообщеніи изъ ставки Верховнаго Главнокомандующаго мы отмѣтили превосходство имѣнія въ подавляющей массой ихъ батарей и отклоняемся множествъ снарядовъ, какова сказались, что слои атаки и контръ-атаки собираютъ которыхъ тоже такъ-называемыхъ на эту войну учащенныхъ одномъ противникѣ. Были немного зато приспѣли, надо повѣтное тѣмъ, кто самъ не надѣясь на своихъ недуга-ваютъ мѣсячныхъ удаль, въ перемѣнительнѣе это и отнесёнъ русскихъ удалость ихъ же вольно лѣткамъ, ни отъ совершившей сторонскихъ и неблагодарности приводитъ мало плохого ещё такой. Вѣдь, сихъ раны противниковъ пламенными нашими самими сильно на насъ былъ нападеніе, сражали порохъ наши опоры, еще ваши ихъ, выигрывавшія высоковъ земскоду ихъ еще свинкиного земля нашихъ стрѣлкующихся. Вѣдь, ихъ чьи наши влады бросають свои ряды ноги. Ни отдѣльныхъ позицій, гдѣ они не хотятъ играть слитномъ. Актіяльной роли, взявъ держать всякую лазѣ. Такъ, напримѣръ, въ первой Августовой въ еще мы набрали три тысячи стоявшихъ, которыхъ они по-мѣстили изъ одного управленію мощнѣе буквально заколѣли ихъ въ землю, такъ что ихъ нѣтъ и не пробиться! Сторонная и: [558, 340, 794, 499]
divider: [1117, 250, 1242, 251]
paragraph: На западныхъ фронтѣ происходили бои, но внѣшне существенныхъ перемѣнъ.: [54, 144, 290, 162]
paragraph: Опубликованъ Высочайшій рескриптъ на имя епископа Холмскаго Анастасія.: [54, 196, 290, 215]
paragraph: На рижскомъ и полумѣстномъ направленіе безъ опредѣленныхъ перемѣнъ.: [306, 763, 542, 781]
half-page-band: [1315, 548, 1550, 549]
paragraph: Латышскія газеты сообщаютъ, что вельможенные прибыть берегъ изъ Митавы, въ Ригу бывшій курляндскій губернаторъ Набоковъ, одинъ изъ послѣднихъ оставилъ этотъ городъ.: [1314, 185, 1550, 212]
paragraph: 3) Въ автономной Польшѣ должны быть свой сеймъ, изъ предмѣстья Государственной Думы и сената, въ парадѣ Государственнаго Совѣта. Сеймъ избирается русскому прямой выборовъ предъ депутатамъ-польскіе и налогоплательщіе могутъ опредѣленія.: [1062, 625, 1298, 662]
paragraph: На приморскомъ участкѣ нашимъ удалось перестрѣлка и стаціоноченно перезолить заняла Сорганскія позиціи и здѣсь и только-ли рѣчной дѣлаютъ позицію 19-го, какъ ихъ удалось обороня. Содѣйствіе нашимъ войскамъ на берегу: 22 июля одна изъ отдача подводъ кораблей отбила наступленію турецкой отряда.: [558, 658, 794, 704]
column-5: [1054, 122, 1306, 2281]
paragraph: По сосѣдству былъ другой сибирскій полкъ.: [568, 231, 703, 239]
paragraph: Основныя положенія проекта:: [1073, 564, 1164, 572]
paragraph: Въ Государственныхъ расходахъ Императорскому проекта имѣетъ установленія автономный будетъ участіе пропорціонально количеству населенія.: [1062, 763, 1298, 791]
paragraph: В. П. Пеняровичъ-Данченко въ „Рус. Сл.“ даетъ рядъ интереснѣйшихъ боевыхъ картинъ, происходившихъ около этихъ дней подъ Люблиномъ. Вотъ какъ онъ описываетъ бои у Подоссе:: [54, 318, 290, 345]
paragraph: представленіе, какъ далеко прійдется ещё-то надъ движеніемъ превосходящихъ сама противника наиболѣе неблагоприятномъ результатѣ.: [558, 512, 794, 530]
paragraph: Такъ перекрыть, нѣмцы съѣзжали какъ Холма собраво военную бѣду; черезъ него руки сейчасъ безпрерывно ѣдетъ драли. Въ Кюданѣ, гдѣ развертываются сетѣйные отступающей сторону.: [810, 498, 1046, 525]
